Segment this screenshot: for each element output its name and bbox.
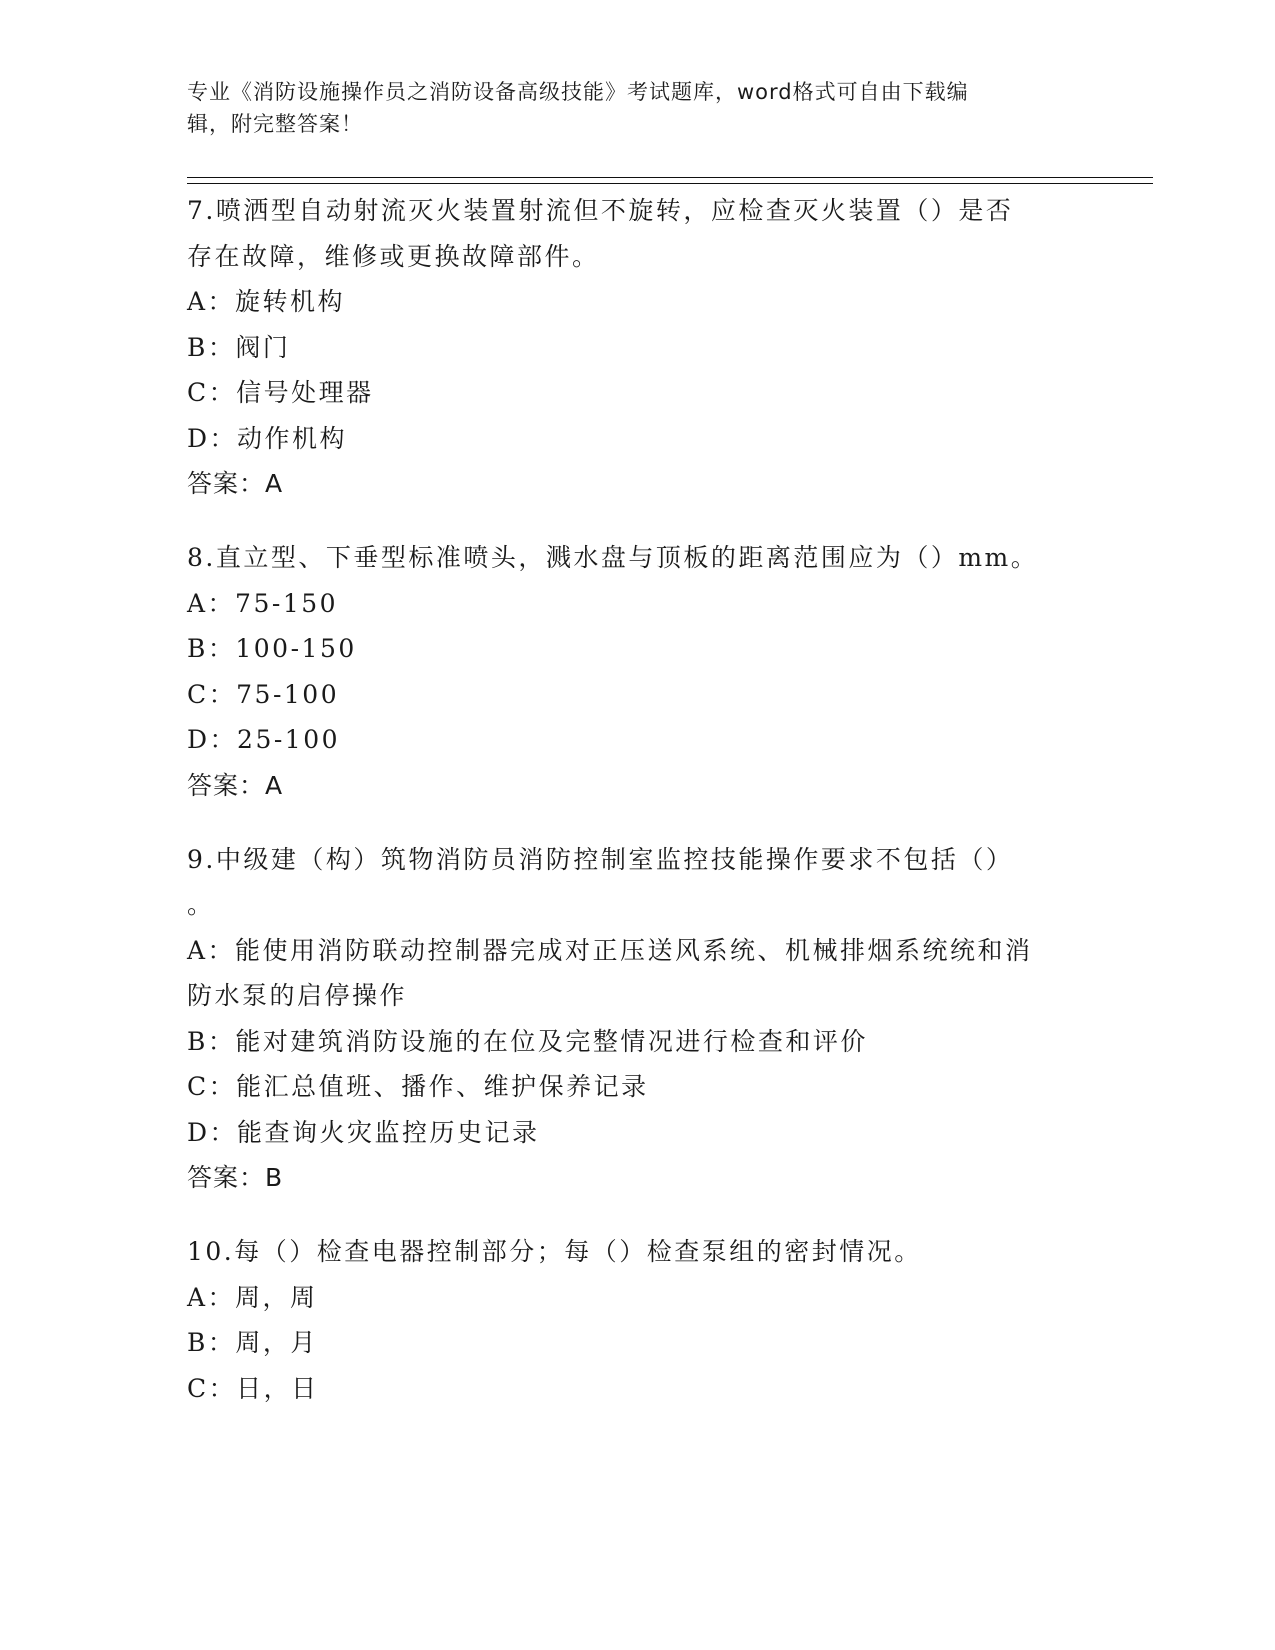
question-stem-line: 存在故障，维修或更换故障部件。	[187, 241, 600, 271]
question-stem-line: 7.喷洒型自动射流灭火装置射流但不旋转，应检查灭火装置（）是否	[187, 196, 1014, 225]
option-a: A：能使用消防联动控制器完成对正压送风系统、机械排烟系统统和消	[187, 935, 1033, 965]
question-9	[187, 837, 1087, 1202]
answer: 答案：A	[187, 469, 284, 498]
option-d: D：能查询火灾监控历史记录	[187, 1117, 540, 1147]
question-8	[187, 535, 1087, 809]
document-header	[187, 76, 1087, 140]
header-line-1: 专业《消防设施操作员之消防设备高级技能》考试题库，word格式可自由下载编	[187, 80, 969, 104]
option-c: C：日，日	[187, 1373, 319, 1403]
header-divider-top	[187, 177, 1153, 178]
question-stem-line: 9.中级建（构）筑物消防员消防控制室监控技能操作要求不包括（）	[187, 844, 1014, 874]
option-b: B：能对建筑消防设施的在位及完整情况进行检查和评价	[187, 1026, 868, 1056]
header-divider-bottom	[187, 183, 1153, 184]
option-c: C：75-100	[187, 679, 340, 709]
option-a: A：周，周	[187, 1282, 318, 1312]
question-7	[187, 188, 1087, 507]
header-line-2: 辑，附完整答案！	[187, 112, 363, 136]
option-c: C：能汇总值班、播作、维护保养记录	[187, 1072, 649, 1101]
option-b: B：阀门	[187, 332, 291, 362]
answer: 答案：A	[187, 770, 284, 800]
option-c: C：信号处理器	[187, 378, 374, 407]
option-d: D：动作机构	[187, 423, 348, 453]
question-stem-line: 8.直立型、下垂型标准喷头，溅水盘与顶板的距离范围应为（）mm。	[187, 543, 1039, 572]
answer: 答案：B	[187, 1163, 284, 1192]
option-a: A：75-150	[187, 588, 339, 618]
question-stem-line: 。	[187, 890, 215, 919]
option-d: D：25-100	[187, 725, 341, 754]
question-stem-line: 10.每（）检查电器控制部分；每（）检查泵组的密封情况。	[187, 1237, 922, 1266]
option-a: A：旋转机构	[187, 287, 346, 316]
option-a-continued: 防水泵的启停操作	[187, 981, 408, 1010]
question-list	[187, 188, 1087, 1439]
option-b: B：100-150	[187, 634, 357, 663]
question-10	[187, 1229, 1087, 1411]
option-b: B：周，月	[187, 1328, 318, 1357]
